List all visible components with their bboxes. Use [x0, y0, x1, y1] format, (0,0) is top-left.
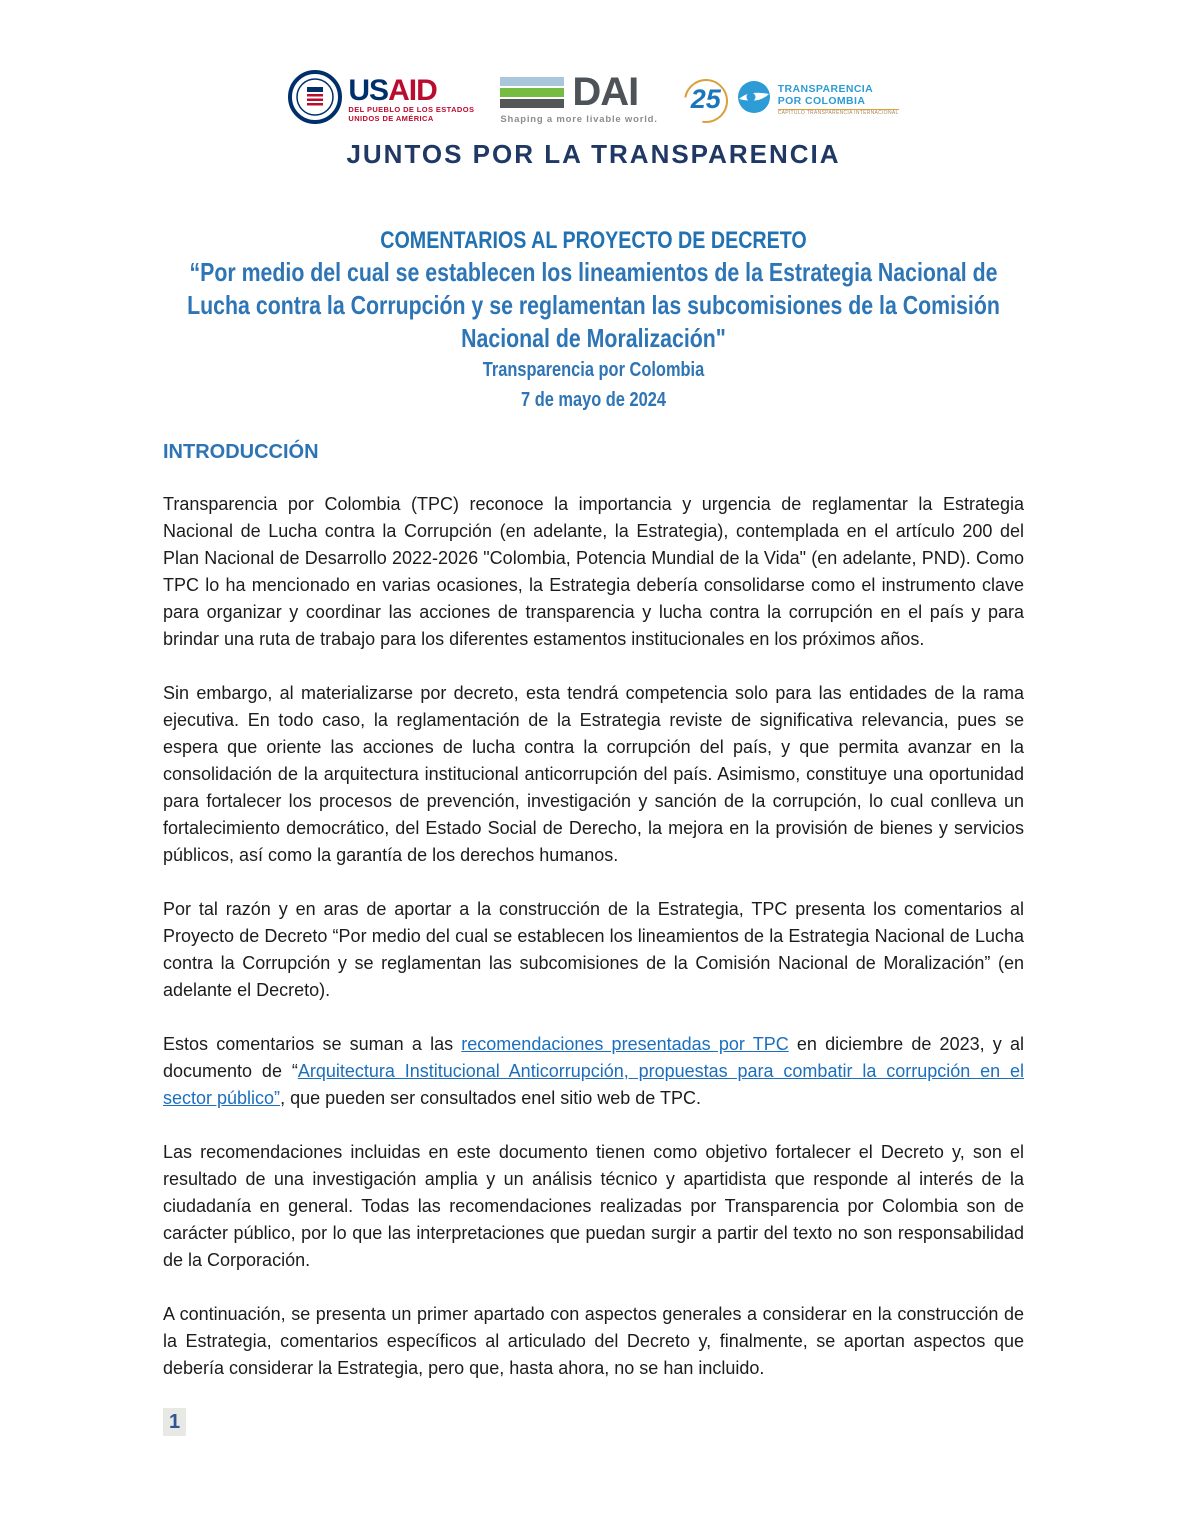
dai-logo: [500, 70, 658, 125]
transparencia-25-logo: [684, 77, 899, 123]
paragraph-1: Transparencia por Colombia (TPC) reconoce la importancia y urgencia de reglamentar la Estrategia Nacional de Lucha contra la Corrupción (en adelante, la Estrategia), contemplada en el artículo 200 del Plan Nacional de Desarrollo 2022-2026 "Colombia, Potencia Mundial de la Vida" (en adelante, PND). Como TPC lo ha mencionado en varias ocasiones, la Estrategia debería consolidarse como el instrumento clave para organizar y coordinar las acciones de transparencia y lucha contra la corrupción en el país y para brindar una ruta de trabajo para los diferentes estamentos institucionales en los próximos años.: [163, 494, 1024, 649]
paragraph-6: A continuación, se presenta un primer apartado con aspectos generales a considerar en la construcción de la Estrategia, comentarios específicos al articulado del Decreto y, finalmente, se aportan aspectos que debería considerar la Estrategia, pero que, hasta ahora, no se han incluido.: [163, 1304, 1024, 1378]
tpc-25-badge: [684, 77, 730, 123]
document-subtitle: “Por medio del cual se establecen los lineamientos de la Estrategia Nacional de Lucha contra la Corrupción y se reglamentan las subcomisiones de la Comisión Nacional de Moralización": [187, 257, 1000, 353]
tpc-25-number: 25: [690, 83, 721, 114]
document-date: 7 de mayo de 2024: [521, 389, 666, 411]
paragraph-2: Sin embargo, al materializarse por decreto, esta tendrá competencia solo para las entidades de la rama ejecutiva. En todo caso, la reglamentación de la Estrategia reviste de significativa relevancia, pues se espera que oriente las acciones de lucha contra la corrupción del país, y que permita avanzar en la consolidación de la arquitectura institucional anticorrupción del país. Asimismo, constituye una oportunidad para fortalecer los procesos de prevención, investigación y sanción de la corrupción, lo cual conlleva un fortalecimiento democrático, del Estado Social de Derecho, la mejora en la provisión de bienes y servicios públicos, así como la garantía de los derechos humanos.: [163, 683, 1024, 865]
document-body: [163, 441, 1024, 1382]
campaign-banner: JUNTOS POR LA TRANSPARENCIA: [346, 139, 841, 169]
paragraph-3: Por tal razón y en aras de aportar a la construcción de la Estrategia, TPC presenta los comentarios al Proyecto de Decreto “Por medio del cual se establecen los lineamientos de la Estrategia Nacional de Lucha contra la Corrupción y se reglamentan las subcomisiones de la Comisión Nacional de Moralización” (en adelante el Decreto).: [163, 899, 1024, 1000]
tpc-name-line1: TRANSPARENCIA: [777, 82, 874, 95]
page-number: 1: [163, 1408, 186, 1436]
dai-bars-icon: [500, 77, 564, 108]
paragraph-4-text-pre: Estos comentarios se suman a las: [163, 1034, 462, 1054]
paragraph-5: Las recomendaciones incluidas en este documento tienen como objetivo fortalecer el Decreto y, son el resultado de una investigación amplia y un análisis técnico y apartidista que responde al interés de la ciudadanía en general. Todas las recomendaciones realizadas por Transparencia por Colombia son de carácter público, por lo que las interpretaciones que puedan surgir a partir del texto no son responsabilidad de la Corporación.: [163, 1142, 1024, 1270]
tpc-name-line2: POR COLOMBIA: [777, 94, 866, 107]
tpc-subline: CAPÍTULO TRANSPARENCIA INTERNACIONAL: [777, 109, 899, 116]
usaid-logo: [288, 70, 474, 129]
tpc-globe-icon: [737, 80, 771, 119]
document-title: COMENTARIOS AL PROYECTO DE DECRETO: [380, 227, 807, 254]
usaid-tagline-line2: UNIDOS DE AMÉRICA: [348, 113, 434, 123]
document-header: [0, 0, 1187, 170]
partner-logos-row: [0, 70, 1187, 129]
paragraph-4-text-post: , que pueden ser consultados enel sitio web de TPC.: [280, 1088, 701, 1108]
dai-tagline: Shaping a more livable world.: [500, 114, 658, 125]
tpc-wordmark: [778, 83, 899, 117]
link-arquitectura-institucional[interactable]: Arquitectura Institucional Anticorrupción, propuestas para combatir la corrupción en el sector público”: [163, 1061, 1025, 1108]
usaid-tagline-line1: DEL PUEBLO DE LOS ESTADOS: [348, 104, 475, 114]
section-heading-introduccion: INTRODUCCIÓN: [163, 441, 319, 463]
dai-name: DAI: [572, 70, 639, 114]
usaid-seal-icon: [288, 70, 342, 129]
paragraph-4: [163, 1031, 1024, 1112]
title-block: [165, 226, 1022, 415]
usaid-wordmark: [348, 73, 475, 123]
paragraph-4-text-mid: en diciembre de 2023, y al documento de “: [163, 1034, 1025, 1081]
usaid-name: USAID: [348, 73, 437, 107]
link-recomendaciones-tpc[interactable]: recomendaciones presentadas por TPC: [461, 1034, 789, 1054]
document-organization: Transparencia por Colombia: [482, 359, 705, 381]
